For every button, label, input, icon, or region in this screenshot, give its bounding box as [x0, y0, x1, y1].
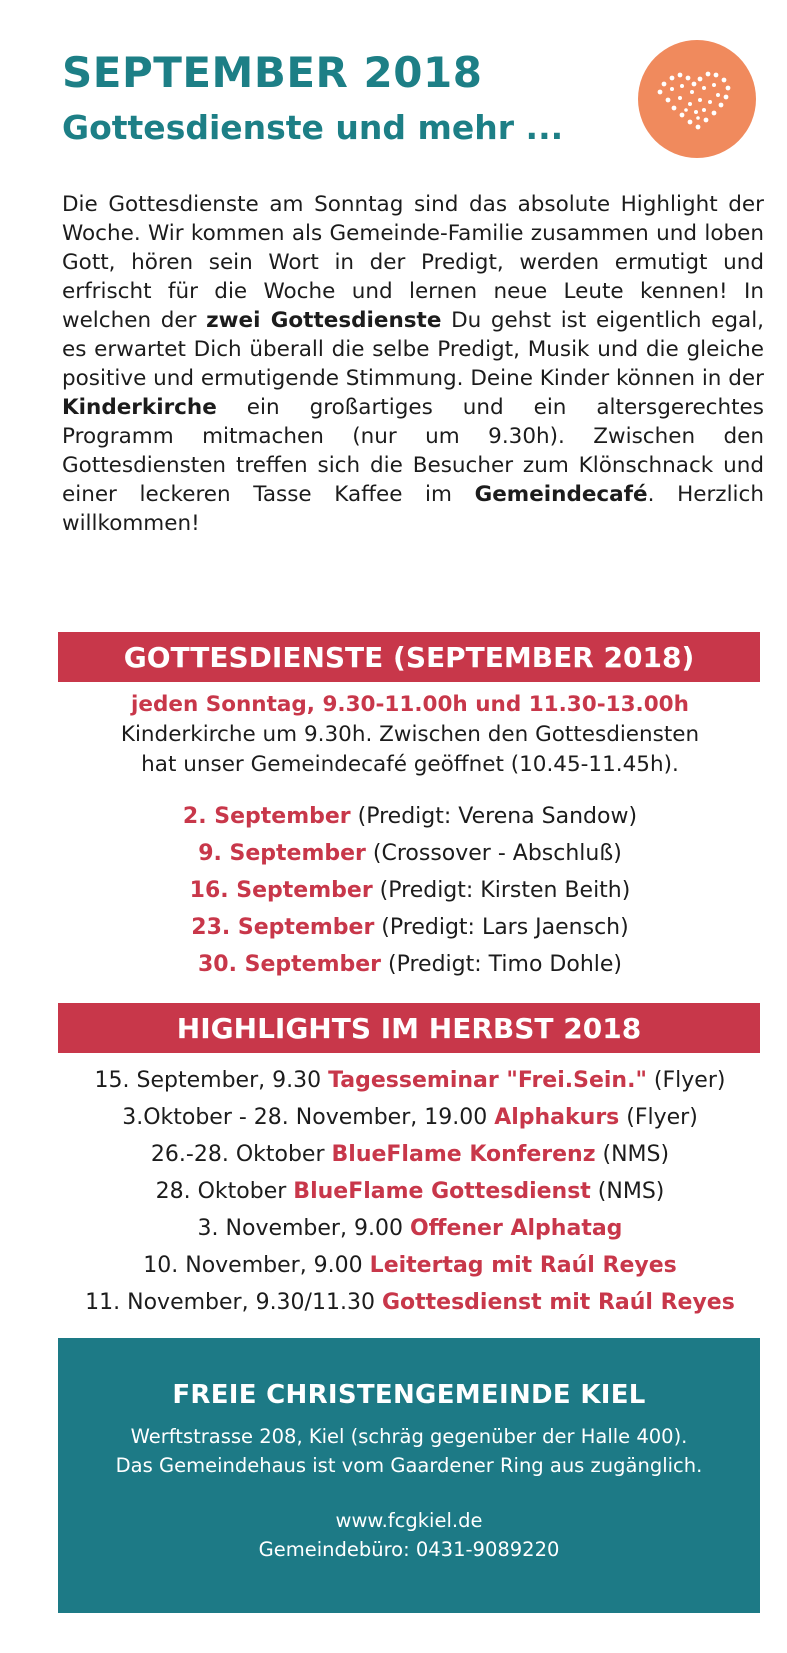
list-item [40, 798, 780, 835]
services-heading: GOTTESDIENSTE (SEPTEMBER 2018) [58, 632, 760, 682]
service-date: 30. September [198, 952, 382, 977]
highlight-extra: (Flyer) [646, 1068, 726, 1093]
highlights-heading: HIGHLIGHTS IM HERBST 2018 [58, 1003, 760, 1053]
service-info: (Predigt: Kirsten Beith) [372, 878, 631, 903]
highlight-event: Alphakurs [494, 1105, 620, 1130]
list-item [40, 1210, 780, 1247]
intro-part: Die Gottesdienste am Sonntag sind das absolute Highlight der Woche. Wir kommen als Gemeinde-Familie zusammen und loben Gott, hören sein Wort in der Predigt, werden ermutigt und erfrischt für die Woche und lernen neue Leute kennen! In welchen der [62, 192, 764, 333]
service-date: 16. September [189, 878, 373, 903]
intro-bold-kinderkirche: Kinderkirche [62, 395, 217, 420]
highlight-extra: (NMS) [595, 1142, 670, 1167]
dotted-heart-icon [638, 40, 756, 158]
contact-info [58, 1506, 760, 1564]
address-line: Werftstrasse 208, Kiel (schräg gegenüber der Halle 400). [130, 1425, 688, 1448]
list-item [40, 872, 780, 909]
list-item [40, 1136, 780, 1173]
service-schedule [40, 690, 780, 780]
highlight-when: 10. November, 9.00 [143, 1253, 370, 1278]
highlight-when: 11. November, 9.30/11.30 [85, 1290, 382, 1315]
list-item [40, 1247, 780, 1284]
list-item [40, 1173, 780, 1210]
highlight-when: 15. September, 9.30 [94, 1068, 329, 1093]
organization-name: FREIE CHRISTENGEMEINDE KIEL [172, 1380, 646, 1410]
highlight-when: 28. Oktober [155, 1179, 294, 1204]
service-info: (Crossover - Abschluß) [365, 841, 622, 866]
intro-bold-gemeindecafe: Gemeindecafé [474, 482, 648, 507]
service-date: 23. September [191, 915, 375, 940]
website-link[interactable]: www.fcgkiel.de [335, 1509, 483, 1532]
highlight-extra: (Flyer) [619, 1105, 698, 1130]
highlight-event: Leitertag mit Raúl Reyes [369, 1253, 677, 1278]
service-note-line: Kinderkirche um 9.30h. Zwischen den Gottesdiensten [120, 722, 700, 747]
address [58, 1422, 760, 1480]
highlights-list [40, 1062, 780, 1321]
highlight-event: BlueFlame Gottesdienst [293, 1179, 591, 1204]
service-info: (Predigt: Timo Dohle) [381, 952, 622, 977]
highlight-event: Offener Alphatag [409, 1216, 623, 1241]
page-title: SEPTEMBER 2018 [62, 48, 483, 97]
highlight-extra: (NMS) [590, 1179, 665, 1204]
list-item [40, 1284, 780, 1321]
highlight-when: 3. November, 9.00 [197, 1216, 410, 1241]
highlight-when: 26.-28. Oktober [150, 1142, 332, 1167]
highlight-when: 3.Oktober - 28. November, 19.00 [122, 1105, 495, 1130]
service-times: jeden Sonntag, 9.30-11.00h und 11.30-13.00h [131, 692, 689, 717]
service-info: (Predigt: Verena Sandow) [350, 804, 638, 829]
address-line: Das Gemeindehaus ist vom Gaardener Ring aus zugänglich. [115, 1454, 703, 1477]
list-item [40, 1099, 780, 1136]
contact-footer [58, 1338, 760, 1613]
intro-text [62, 190, 764, 538]
intro-part: ein großartiges und ein altersgerechtes Programm mitmachen (nur um 9.30h). Zwischen den Gottesdiensten treffen sich die Besucher zum Klönschnack und einer leckeren Tasse Kaffee im [62, 395, 764, 507]
intro-part: . Herzlich willkommen! [62, 482, 764, 536]
list-item [40, 946, 780, 983]
highlight-event: Tagesseminar "Frei.Sein." [328, 1068, 647, 1093]
intro-bold-zwei-gottesdienste: zwei Gottesdienste [206, 308, 442, 333]
service-dates-list [40, 798, 780, 983]
intro-part: Du gehst ist eigentlich egal, es erwartet Dich überall die selbe Predigt, Musik und die gleiche positive und ermutigende Stimmung. Deine Kinder können in der [62, 308, 764, 391]
service-note-line: hat unser Gemeindecafé geöffnet (10.45-11.45h). [141, 752, 679, 777]
list-item [40, 909, 780, 946]
office-phone: Gemeindebüro: 0431-9089220 [258, 1538, 560, 1561]
highlight-event: Gottesdienst mit Raúl Reyes [381, 1290, 735, 1315]
highlight-event: BlueFlame Konferenz [331, 1142, 596, 1167]
service-date: 9. September [198, 841, 366, 866]
service-date: 2. September [182, 804, 351, 829]
list-item [40, 835, 780, 872]
list-item [40, 1062, 780, 1099]
service-info: (Predigt: Lars Jaensch) [374, 915, 629, 940]
page-subtitle: Gottesdienste und mehr ... [62, 108, 564, 147]
